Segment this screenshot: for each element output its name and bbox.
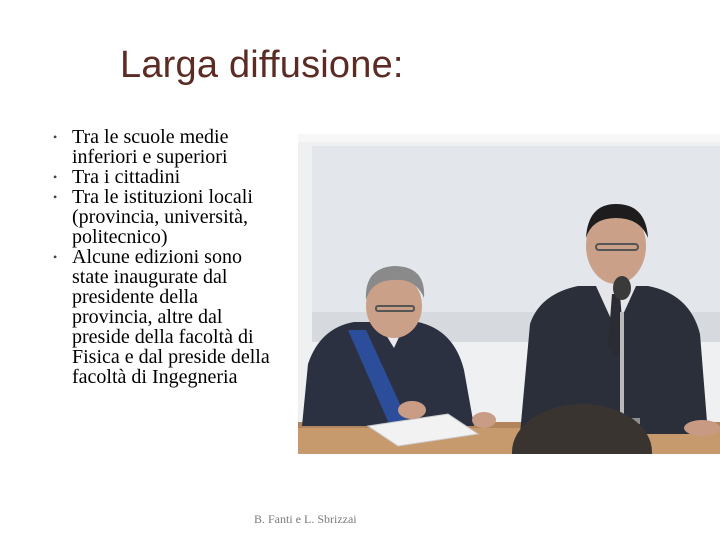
- bullet-line: state inaugurate dal: [72, 266, 228, 288]
- slide-footer: B. Fanti e L. Sbrizzai: [254, 512, 357, 526]
- bullet-line: (provincia, università,: [72, 206, 249, 228]
- bullet-line: Alcune edizioni sono: [72, 246, 242, 268]
- bullet-item: [52, 247, 302, 387]
- bullet-line: inferiori e superiori: [72, 146, 228, 168]
- bullet-icon: •: [53, 130, 58, 144]
- bullet-line: presidente della: [72, 286, 199, 308]
- photo-mic-stand: [620, 312, 624, 422]
- bullet-line: facoltà di Ingegneria: [72, 366, 238, 388]
- bullet-line: provincia, altre dal: [72, 306, 223, 328]
- bullet-line: preside della facoltà di: [72, 326, 254, 348]
- bullet-item: [52, 167, 302, 187]
- bullet-icon: •: [53, 190, 58, 204]
- bullet-icon: •: [53, 170, 58, 184]
- bullet-line: Fisica e dal preside della: [72, 346, 270, 368]
- bullet-item: [52, 127, 302, 167]
- photo-man-left-hand-2: [472, 412, 496, 428]
- photo-border-top: [298, 134, 720, 142]
- bullet-line: Tra le scuole medie: [72, 126, 229, 148]
- photo-man-left-hand: [398, 401, 426, 419]
- bullet-line: politecnico): [72, 226, 168, 248]
- photo-man-right-hand: [684, 420, 720, 436]
- bullet-item: [52, 187, 302, 247]
- slide-title: Larga diffusione:: [120, 44, 404, 86]
- event-photo: [298, 134, 720, 454]
- bullet-list: [52, 127, 302, 387]
- bullet-line: Tra i cittadini: [72, 166, 181, 188]
- photo-mic-head: [613, 276, 631, 300]
- bullet-icon: •: [53, 250, 58, 264]
- bullet-line: Tra le istituzioni locali: [72, 186, 253, 208]
